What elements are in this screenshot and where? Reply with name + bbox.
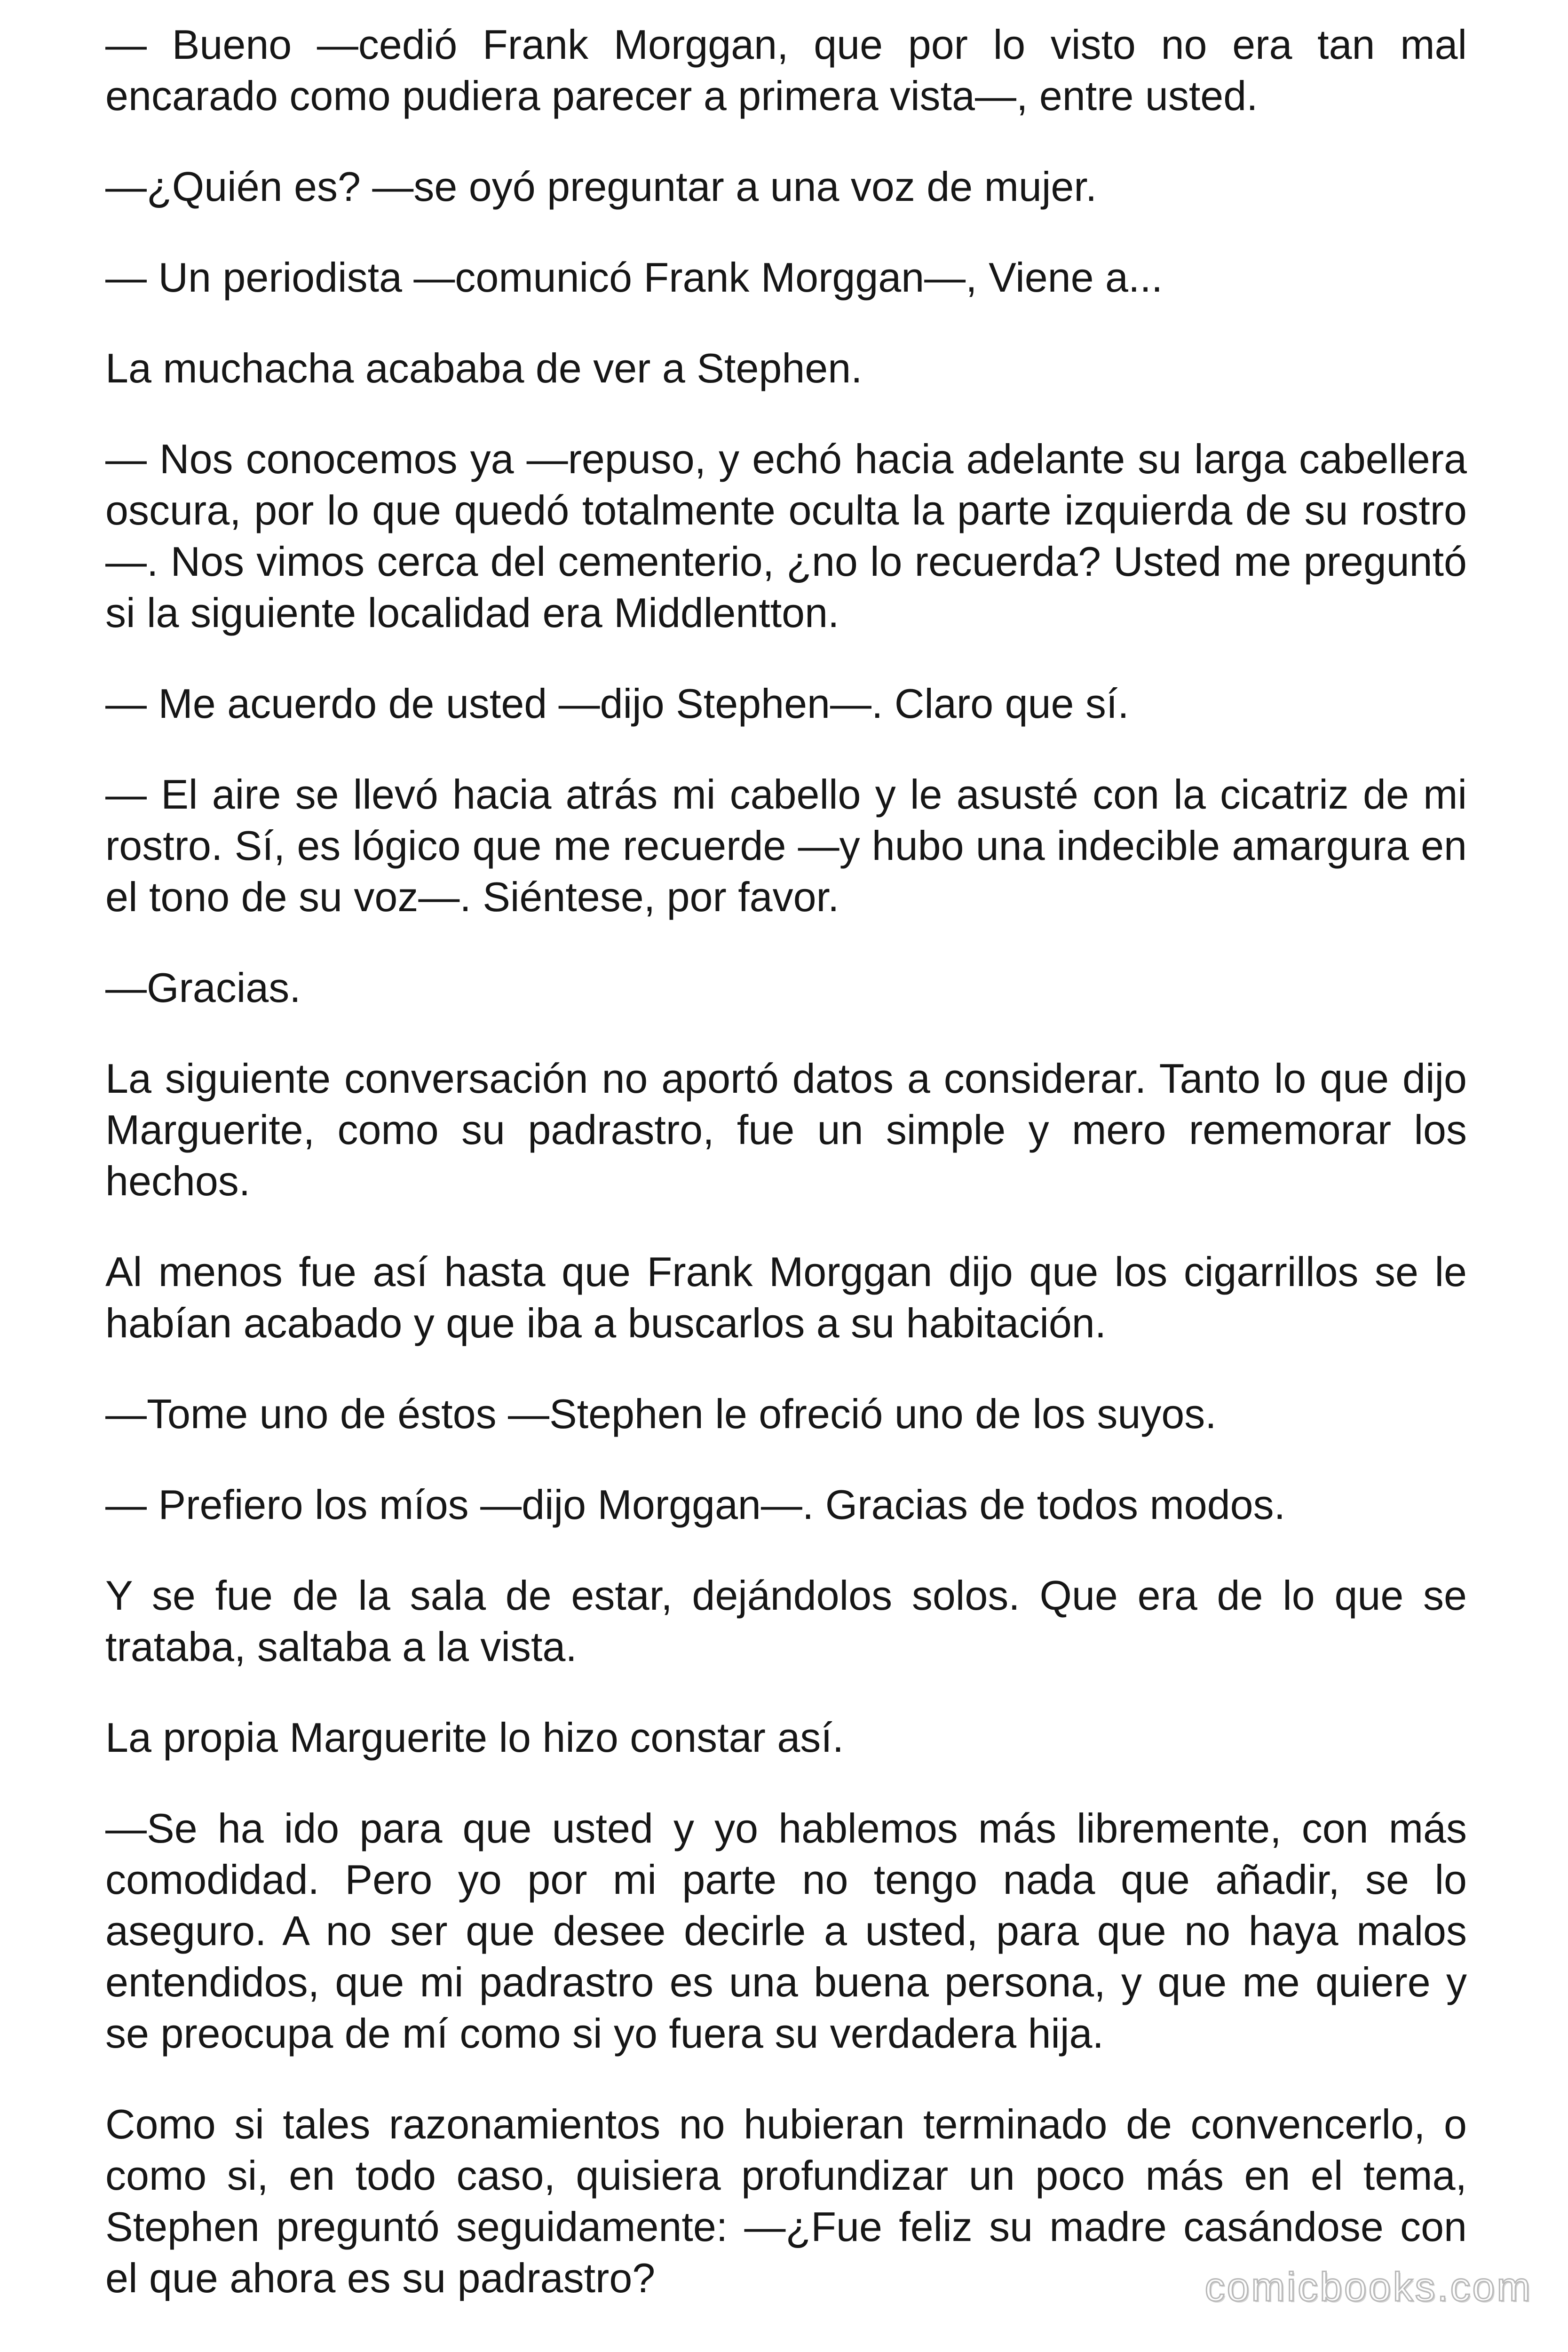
paragraph: — El aire se llevó hacia atrás mi cabello y le asusté con la cicatriz de mi rostro. Sí, es lógico que me recuerde —y hubo una indecible amargura en el tono de su voz—. Siéntese, por favor. <box>105 771 1467 920</box>
paragraph: — Prefiero los míos —dijo Morggan—. Gracias de todos modos. <box>105 1481 1286 1528</box>
paragraph: — Me acuerdo de usted —dijo Stephen—. Claro que sí. <box>105 680 1129 727</box>
paragraph: La muchacha acababa de ver a Stephen. <box>105 345 863 391</box>
paragraph: La siguiente conversación no aportó datos a considerar. Tanto lo que dijo Marguerite, como su padrastro, fue un simple y mero rememorar los hechos. <box>105 1055 1467 1204</box>
watermark: comicbooks.com <box>1204 2265 1532 2310</box>
paragraph: La propia Marguerite lo hizo constar así. <box>105 1714 844 1761</box>
paragraph: —Gracias. <box>105 964 301 1011</box>
paragraph: Al menos fue así hasta que Frank Morggan dijo que los cigarrillos se le habían acabado y que iba a buscarlos a su habitación. <box>105 1248 1467 1346</box>
paragraph: — Nos conocemos ya —repuso, y echó hacia adelante su larga cabellera oscura, por lo que quedó totalmente oculta la parte izquierda de su rostro—. Nos vimos cerca del cementerio, ¿no lo recuerda? Usted me preguntó si la siguiente localidad era Middlentton. <box>105 436 1467 636</box>
paragraph: —Tome uno de éstos —Stephen le ofreció uno de los suyos. <box>105 1391 1217 1437</box>
paragraph: — Un periodista —comunicó Frank Morggan—, Viene a... <box>105 254 1163 301</box>
book-page <box>105 19 1467 2343</box>
paragraph: — Bueno —cedió Frank Morggan, que por lo visto no era tan mal encarado como pudiera parecer a primera vista—, entre usted. <box>105 21 1467 119</box>
paragraph: —¿Quién es? —se oyó preguntar a una voz de mujer. <box>105 163 1097 210</box>
paragraph: Como si tales razonamientos no hubieran terminado de convencerlo, o como si, en todo caso, quisiera profundizar un poco más en el tema, Stephen preguntó seguidamente: —¿Fue feliz su madre casándose con el que ahora es su padrastro? <box>105 2101 1467 2301</box>
paragraph: Y se fue de la sala de estar, dejándolos solos. Que era de lo que se trataba, saltaba a la vista. <box>105 1572 1467 1670</box>
paragraph: —Se ha ido para que usted y yo hablemos más libremente, con más comodidad. Pero yo por mi parte no tengo nada que añadir, se lo aseguro. A no ser que desee decirle a usted, para que no haya malos entendidos, que mi padrastro es una buena persona, y que me quiere y se preocupa de mí como si yo fuera su verdadera hija. <box>105 1805 1467 2057</box>
